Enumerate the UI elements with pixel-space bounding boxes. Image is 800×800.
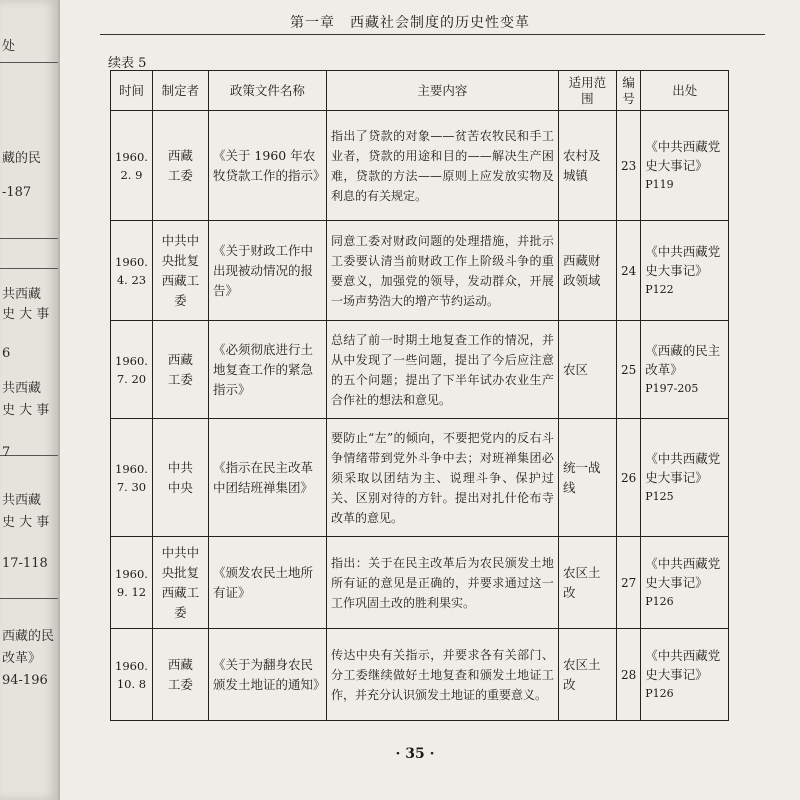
col-time-header: 时间 bbox=[111, 71, 153, 111]
maker-cell: 西藏 工委 bbox=[152, 111, 208, 221]
content-cell: 指出了贷款的对象——贫苦农牧民和手工业者，贷款的用途和目的——解决生产困难，贷款的方法——原则上应发放实物及利息的有关规定。 bbox=[326, 111, 558, 221]
number-cell: 28 bbox=[616, 629, 640, 721]
document-title-cell: 《关于财政工作中出现被动情况的报告》 bbox=[208, 221, 326, 321]
scope-cell: 农区 bbox=[558, 321, 616, 419]
time-cell: 1960. 4. 23 bbox=[111, 221, 153, 321]
document-title-cell: 《关于 1960 年农牧贷款工作的指示》 bbox=[208, 111, 326, 221]
number-cell: 26 bbox=[616, 419, 640, 537]
maker-cell: 西藏 工委 bbox=[152, 321, 208, 419]
scope-cell: 西藏财政领域 bbox=[558, 221, 616, 321]
source-cell bbox=[641, 221, 729, 321]
source-cell bbox=[641, 629, 729, 721]
previous-page-text: 史 大 事 bbox=[2, 515, 50, 530]
page-number: · 35 · bbox=[395, 746, 435, 762]
book-page bbox=[60, 0, 800, 800]
policy-table bbox=[110, 70, 729, 721]
table-header-row bbox=[111, 71, 729, 111]
document-title-cell: 《必须彻底进行土地复查工作的紧急指示》 bbox=[208, 321, 326, 419]
maker-cell: 中共 中央 bbox=[152, 419, 208, 537]
table-caption: 续表 5 bbox=[108, 56, 147, 71]
col-number-header: 编号 bbox=[616, 71, 640, 111]
previous-page-rule bbox=[0, 268, 58, 269]
previous-page-text: 共西藏 bbox=[2, 287, 42, 302]
table-row bbox=[111, 221, 729, 321]
time-cell: 1960. 9. 12 bbox=[111, 537, 153, 629]
col-maker-header: 制定者 bbox=[152, 71, 208, 111]
source-title: 《中共西藏党史大事记》 bbox=[645, 451, 721, 485]
source-page: P197-205 bbox=[645, 382, 699, 395]
source-page: P122 bbox=[645, 283, 674, 296]
table-row bbox=[111, 321, 729, 419]
previous-page-rule bbox=[0, 62, 58, 63]
number-cell: 25 bbox=[616, 321, 640, 419]
source-title: 《中共西藏党史大事记》 bbox=[645, 244, 721, 278]
previous-page-text: 6 bbox=[2, 346, 11, 361]
source-title: 《西藏的民主改革》 bbox=[645, 343, 721, 377]
source-cell bbox=[641, 111, 729, 221]
scope-cell: 统一战线 bbox=[558, 419, 616, 537]
source-page: P126 bbox=[645, 687, 674, 700]
running-header: 第一章 西藏社会制度的历史性变革 bbox=[290, 15, 530, 31]
previous-page-text: 94-196 bbox=[2, 673, 48, 688]
source-cell bbox=[641, 419, 729, 537]
source-page: P119 bbox=[645, 178, 674, 191]
source-page: P126 bbox=[645, 595, 674, 608]
content-cell: 要防止“左”的倾向，不要把党内的反右斗争情绪带到党外斗争中去；对班禅集团必须采取以团结为主、说理斗争、保护过关、区别对待的方针。提出对扎什伦布寺改革的意见。 bbox=[326, 419, 558, 537]
content-cell: 传达中央有关指示，并要求各有关部门、分工委继续做好土地复查和颁发土地证工作，并充分认识颁发土地证的重要意义。 bbox=[326, 629, 558, 721]
table-row bbox=[111, 629, 729, 721]
content-cell: 总结了前一时期土地复查工作的情况，并从中发现了一些问题，提出了今后应注意的五个问题；提出了下半年试办农业生产合作社的想法和意见。 bbox=[326, 321, 558, 419]
source-page: P125 bbox=[645, 490, 674, 503]
number-cell: 24 bbox=[616, 221, 640, 321]
table-row bbox=[111, 419, 729, 537]
source-title: 《中共西藏党史大事记》 bbox=[645, 648, 721, 682]
number-cell: 27 bbox=[616, 537, 640, 629]
previous-page-text: 史 大 事 bbox=[2, 307, 50, 322]
previous-page-rule bbox=[0, 598, 58, 599]
maker-cell: 西藏 工委 bbox=[152, 629, 208, 721]
source-title: 《中共西藏党史大事记》 bbox=[645, 556, 721, 590]
col-source-header: 出处 bbox=[641, 71, 729, 111]
content-cell: 指出：关于在民主改革后为农民颁发土地所有证的意见是正确的，并要求通过这一工作巩固土改的胜利果实。 bbox=[326, 537, 558, 629]
previous-page-edge bbox=[0, 0, 60, 800]
source-cell bbox=[641, 321, 729, 419]
maker-cell: 中共中央批复西藏工委 bbox=[152, 537, 208, 629]
col-scope-header: 适用范围 bbox=[558, 71, 616, 111]
table-row bbox=[111, 111, 729, 221]
previous-page-text: 共西藏 bbox=[2, 381, 42, 396]
content-cell: 同意工委对财政问题的处理措施，并批示工委要认清当前财政工作上阶级斗争的重要意义，加强党的领导，发动群众，开展一场声势浩大的增产节约运动。 bbox=[326, 221, 558, 321]
header-rule bbox=[100, 34, 765, 35]
time-cell: 1960. 7. 30 bbox=[111, 419, 153, 537]
number-cell: 23 bbox=[616, 111, 640, 221]
previous-page-text: 西藏的民 bbox=[2, 629, 55, 644]
previous-page-text: 改革》 bbox=[2, 651, 42, 666]
previous-page-text: 藏的民 bbox=[2, 151, 42, 166]
source-title: 《中共西藏党史大事记》 bbox=[645, 139, 721, 173]
time-cell: 1960. 10. 8 bbox=[111, 629, 153, 721]
document-title-cell: 《关于为翻身农民颁发土地证的通知》 bbox=[208, 629, 326, 721]
previous-page-text: 共西藏 bbox=[2, 493, 42, 508]
previous-page-text: 处 bbox=[2, 39, 16, 54]
previous-page-text: 7 bbox=[2, 445, 11, 460]
table-body bbox=[111, 111, 729, 721]
previous-page-text: 史 大 事 bbox=[2, 403, 50, 418]
previous-page-rule bbox=[0, 238, 58, 239]
table-row bbox=[111, 537, 729, 629]
previous-page-text: -187 bbox=[2, 185, 32, 200]
maker-cell: 中共中央批复西藏工委 bbox=[152, 221, 208, 321]
col-document-header: 政策文件名称 bbox=[208, 71, 326, 111]
previous-page-text: 17-118 bbox=[2, 556, 48, 571]
document-title-cell: 《颁发农民土地所有证》 bbox=[208, 537, 326, 629]
col-content-header: 主要内容 bbox=[326, 71, 558, 111]
time-cell: 1960. 2. 9 bbox=[111, 111, 153, 221]
source-cell bbox=[641, 537, 729, 629]
scope-cell: 农区土改 bbox=[558, 537, 616, 629]
scope-cell: 农村及城镇 bbox=[558, 111, 616, 221]
document-title-cell: 《指示在民主改革中团结班禅集团》 bbox=[208, 419, 326, 537]
time-cell: 1960. 7. 20 bbox=[111, 321, 153, 419]
scope-cell: 农区土改 bbox=[558, 629, 616, 721]
